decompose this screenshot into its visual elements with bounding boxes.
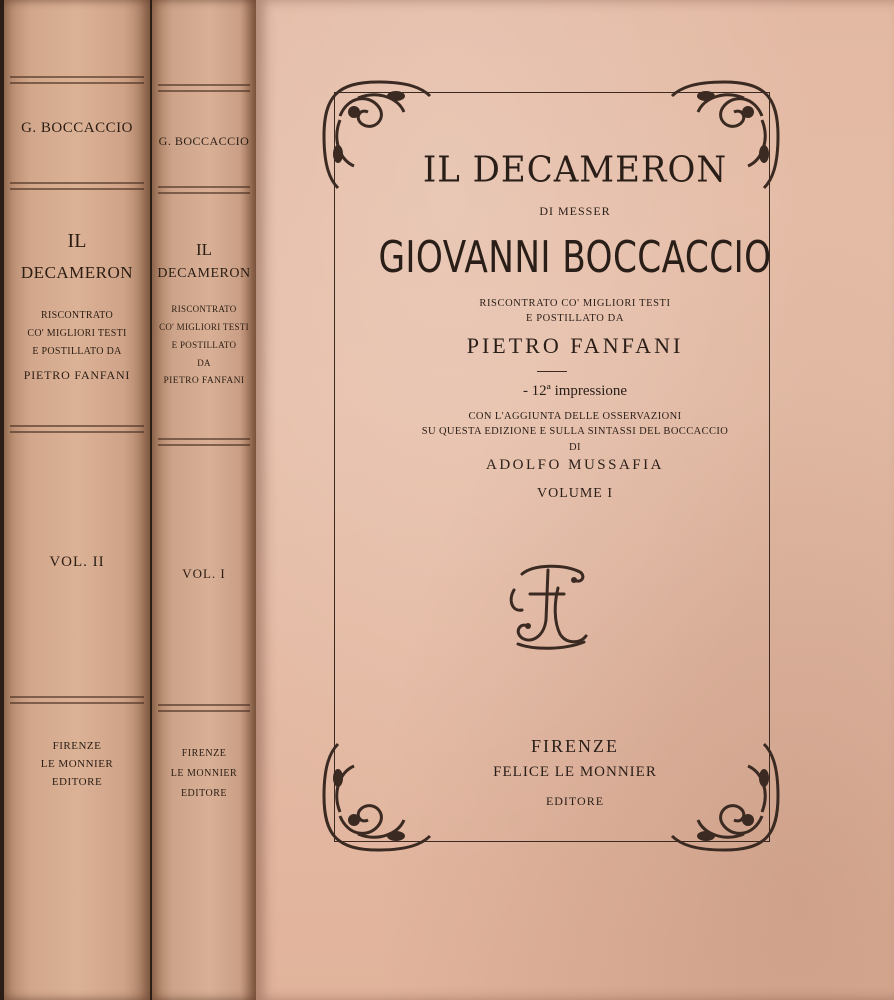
spine-volume-2 — [4, 0, 150, 1000]
spine-rule — [158, 438, 250, 440]
spine-subtitle-line2: CO' MIGLIORI TESTI — [27, 328, 127, 339]
cover-publisher-role: EDITORE — [545, 794, 605, 808]
spine-rule — [10, 76, 144, 78]
spine-publisher-role: EDITORE — [180, 788, 228, 799]
spine-publisher: LE MONNIER — [40, 758, 114, 770]
spine-author: G. BOCCACCIO — [158, 134, 250, 148]
spine-volume: VOL. I — [182, 566, 226, 581]
spine-rule — [158, 186, 250, 188]
spine-volume: VOL. II — [49, 554, 105, 570]
spine-subtitle-line1: RISCONTRATO — [171, 304, 237, 314]
spine-subtitle-line4: DA — [197, 358, 211, 368]
spine-publisher-role: EDITORE — [51, 776, 103, 788]
spine-subtitle-line3: E POSTILLATO — [171, 340, 237, 350]
spine-publisher: LE MONNIER — [170, 768, 238, 779]
cover-aggiunta-line1: CON L'AGGIUNTA DELLE OSSERVAZIONI — [468, 411, 682, 422]
spine-rule — [158, 444, 250, 446]
cover-place: FIRENZE — [531, 736, 619, 756]
fl-monogram-icon — [504, 560, 594, 652]
spine-place: FIRENZE — [52, 740, 102, 752]
spine-volume-1 — [152, 0, 256, 1000]
spine-rule — [158, 84, 250, 86]
spine-editor: PIETRO FANFANI — [163, 376, 245, 386]
spine-rule — [10, 182, 144, 184]
cover-di-messer: DI MESSER — [539, 204, 611, 218]
spine-rule — [10, 425, 144, 427]
spine-subtitle-line1: RISCONTRATO — [40, 310, 114, 321]
cover-di: DI — [568, 442, 582, 453]
cover-aggiunta-line2: SU QUESTA EDIZIONE E SULLA SINTASSI DEL BOCCACCIO — [421, 426, 729, 437]
spine-title-line1: IL — [195, 240, 213, 259]
spine-rule — [158, 704, 250, 706]
cover-divider — [537, 371, 567, 372]
cover-volume: VOLUME I — [536, 486, 614, 501]
cover-riscontrato-line1: RISCONTRATO CO' MIGLIORI TESTI — [479, 298, 671, 309]
cover-title: IL DECAMERON — [422, 149, 728, 191]
spine-subtitle-line3: E POSTILLATO DA — [32, 346, 122, 357]
spine-rule — [158, 90, 250, 92]
cover-impression: - 12ª impressione — [522, 383, 628, 399]
spine-rule — [10, 702, 144, 704]
cover-commentator: ADOLFO MUSSAFIA — [486, 457, 664, 473]
spine-rule — [158, 710, 250, 712]
spine-place: FIRENZE — [181, 748, 227, 759]
spine-rule — [158, 192, 250, 194]
front-cover — [256, 0, 894, 1000]
spine-title-line1: IL — [67, 230, 87, 252]
spine-title-line2: DECAMERON — [157, 266, 251, 281]
spine-author: G. BOCCACCIO — [21, 120, 133, 136]
cover-publisher: FELICE LE MONNIER — [493, 764, 657, 780]
spine-editor: PIETRO FANFANI — [23, 368, 131, 382]
spine-rule — [10, 188, 144, 190]
spine-rule — [10, 431, 144, 433]
spine-subtitle-line2: CO' MIGLIORI TESTI — [159, 322, 249, 332]
cover-author: GIOVANNI BOCCACCIO — [378, 232, 772, 283]
spine-title-line2: DECAMERON — [20, 263, 134, 282]
spine-rule — [10, 82, 144, 84]
cover-riscontrato-line2: E POSTILLATO DA — [525, 313, 625, 324]
spine-rule — [10, 696, 144, 698]
cover-editor: PIETRO FANFANI — [466, 333, 684, 358]
